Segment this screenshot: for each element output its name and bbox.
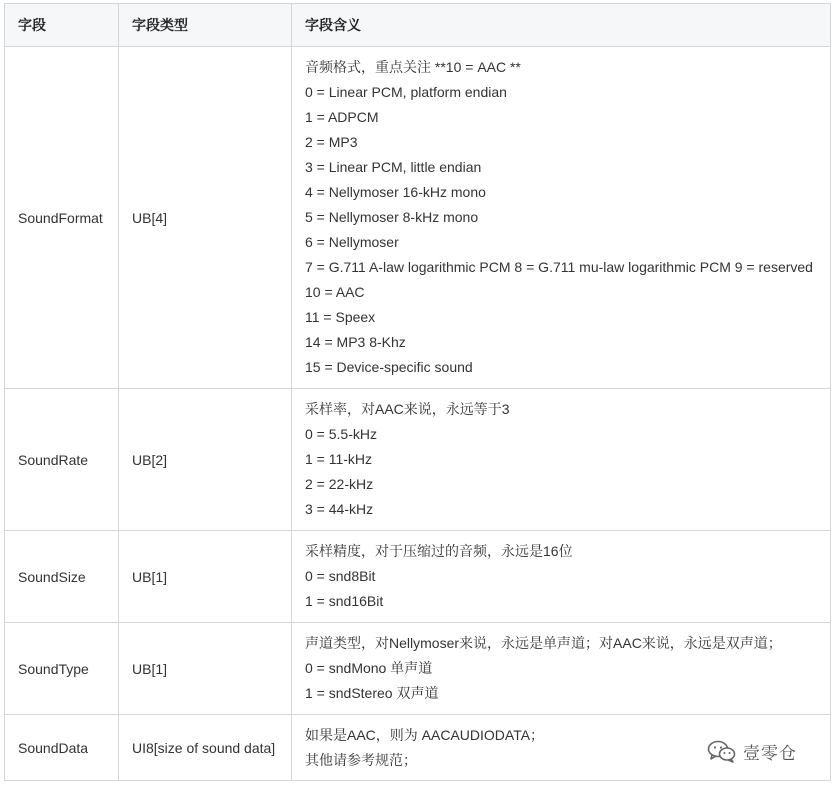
cell-meaning [292, 623, 831, 715]
cell-type: UB[4] [119, 47, 292, 389]
meaning-line: 14 = MP3 8-Khz [305, 334, 406, 350]
meaning-line: 5 = Nellymoser 8-kHz mono [305, 209, 479, 225]
cell-meaning [292, 47, 831, 389]
watermark [707, 736, 797, 766]
meaning-line: 采样率，对AAC来说，永远等于3 [305, 401, 510, 417]
cell-field: SoundData [5, 715, 119, 781]
meaning-line: 如果是AAC，则为 AACAUDIODATA； [305, 726, 545, 743]
cell-meaning [292, 531, 831, 623]
table-row [5, 389, 831, 531]
table-row [5, 531, 831, 623]
table-header-row [5, 4, 831, 47]
header-field: 字段 [5, 4, 119, 47]
meaning-line: 音频格式，重点关注 **10 = AAC ** [305, 59, 521, 75]
meaning-line: 2 = MP3 [305, 134, 358, 150]
meaning-line: 0 = sndMono 单声道 [305, 660, 433, 676]
meaning-line: 1 = sndStereo 双声道 [305, 685, 439, 701]
cell-type: UB[2] [119, 389, 292, 531]
meaning-line: 0 = 5.5-kHz [305, 426, 377, 442]
cell-type: UB[1] [119, 531, 292, 623]
meaning-line: 采样精度，对于压缩过的音频，永远是16位 [305, 543, 573, 559]
meaning-line: 1 = ADPCM [305, 109, 379, 125]
meaning-line: 7 = G.711 A-law logarithmic PCM 8 = G.711 mu-law logarithmic PCM 9 = reserved [305, 259, 813, 275]
wechat-icon [707, 739, 737, 763]
meaning-line: 15 = Device-specific sound [305, 359, 473, 375]
header-type: 字段类型 [119, 4, 292, 47]
meaning-line: 声道类型，对Nellymoser来说，永远是单声道；对AAC来说，永远是双声道； [305, 635, 782, 651]
table-row [5, 47, 831, 389]
header-meaning: 字段含义 [292, 4, 831, 47]
meaning-line: 11 = Speex [305, 309, 376, 325]
meaning-line: 1 = snd16Bit [305, 593, 384, 609]
meaning-line: 3 = Linear PCM, little endian [305, 159, 482, 175]
cell-type: UI8[size of sound data] [119, 715, 292, 781]
meaning-line: 2 = 22-kHz [305, 476, 374, 492]
cell-field: SoundFormat [5, 47, 119, 389]
cell-meaning [292, 389, 831, 531]
meaning-line: 6 = Nellymoser [305, 234, 399, 250]
meaning-line: 0 = snd8Bit [305, 568, 376, 584]
cell-field: SoundSize [5, 531, 119, 623]
cell-field: SoundRate [5, 389, 119, 531]
meaning-line: 其他请参考规范； [305, 751, 417, 768]
watermark-text: 壹零仓 [743, 743, 797, 764]
meaning-line: 3 = 44-kHz [305, 501, 374, 517]
meaning-line: 1 = 11-kHz [305, 451, 373, 467]
meaning-line: 0 = Linear PCM, platform endian [305, 84, 507, 100]
cell-type: UB[1] [119, 623, 292, 715]
meaning-line: 4 = Nellymoser 16-kHz mono [305, 184, 486, 200]
spec-table [4, 3, 831, 781]
meaning-line: 10 = AAC [305, 284, 365, 300]
table-row [5, 623, 831, 715]
cell-field: SoundType [5, 623, 119, 715]
